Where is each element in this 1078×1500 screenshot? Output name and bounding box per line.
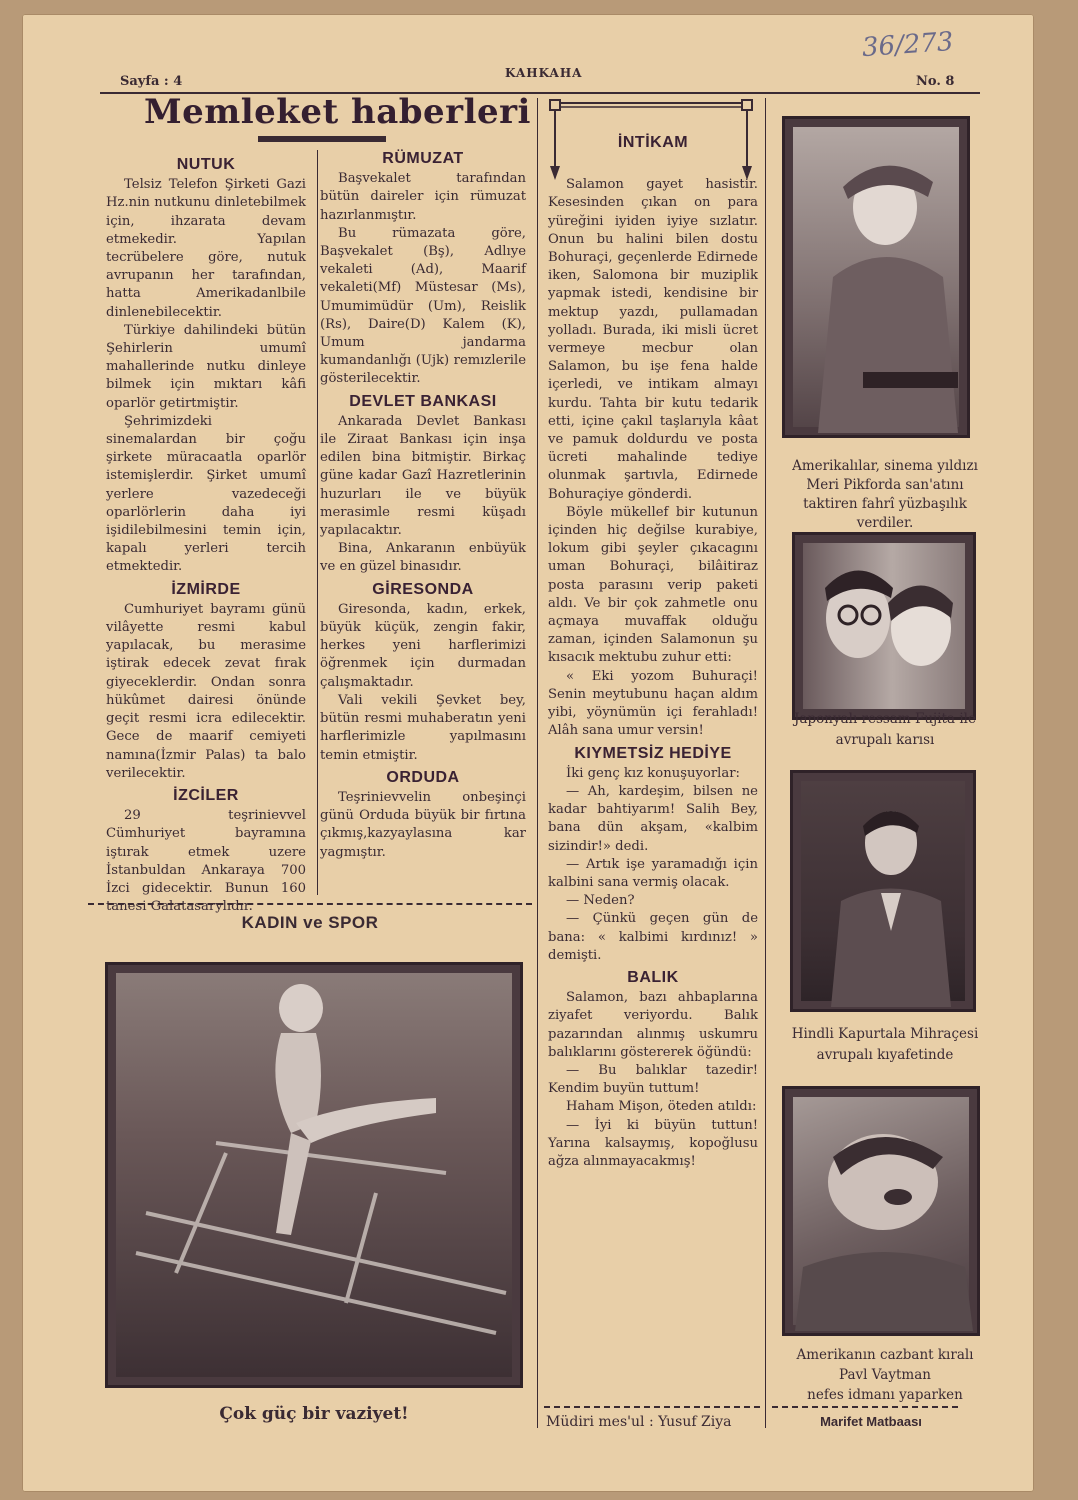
column-1 <box>106 152 306 916</box>
paragraph: — Ah, kardeşim, bilsen ne kadar bahtiyarım! Salih Bey, bana dün akşam, «kalbim sizindir!» dedi. <box>548 783 758 854</box>
column-3 <box>548 130 758 1171</box>
paragraph: Türkiye dahilindeki bütün Şehirlerin umumî mahallerinde nutku dinleye bilmek için mıktarı kâfi oparlör getirtmiştir. <box>106 322 306 411</box>
heading-izciler: İZCİLER <box>173 786 239 804</box>
paragraph: — İyi ki büyün tuttun! Yarına kalsaymış, kopoğlusu ağza alınmayacakmış! <box>548 1117 758 1169</box>
portrait-figure <box>801 781 971 1007</box>
paragraph: Salamon, bazı ahbaplarına ziyafet veriyordu. Balık pazarından alınmış uskumru balıklarını göstererek öğündü: <box>548 990 758 1060</box>
heading-rumuzat: RÜMUZAT <box>382 150 464 167</box>
paragraph: — Çünkü geçen gün de bana: « kalbimi kırdınız! » demişti. <box>548 911 758 963</box>
paragraph: Bu rümazata göre, Başvekalet (Bş), Adlıye vekaleti (Ad), Maarif vekaleti(Mf) Müstesar (Ms), Umumimüdür (Um), Reislik (Rs), Daire(D) Kalem (K), Umum jandarma kumandanlığı (Ujk) remızlerile gösterilecektir. <box>320 225 526 387</box>
caption-whiteman-3: nefes idmanı yaparken <box>807 1387 963 1403</box>
paragraph: « Eki yozom Buhuraçi! Senin meytubunu haçan aldım yibi, yöynümün içi ferahladı! Alâh sana umur versin! <box>548 668 758 739</box>
paragraph: Vali vekili Şevket bey, bütün resmi muhaberatın yeni harflerimizle yapılmasını temin etmiştir. <box>320 692 526 763</box>
heading-intikam: İNTİKAM <box>617 134 689 151</box>
portrait-figure <box>793 127 965 433</box>
gymnast-figure <box>116 973 518 1383</box>
page-title: Memleket haberleri <box>144 92 531 132</box>
sport-title: KADIN ve SPOR <box>241 913 379 932</box>
caption-whiteman-2: Pavl Vaytman <box>839 1367 931 1383</box>
paragraph: Giresonda, kadın, erkek, büyük küçük, zengin fakir, herkes yeni harflerimizi öğrenmek için durmadan çalışmaktadır. <box>320 601 526 690</box>
photo-pickford <box>782 116 970 438</box>
dashed-divider <box>772 1406 958 1408</box>
caption-whiteman-1: Amerikanın cazbant kıralı <box>796 1347 974 1363</box>
dashed-divider <box>544 1406 760 1408</box>
paragraph: Telsiz Telefon Şirketi Gazi Hz.nin nutkunu dinletebilmek için, ihzarata devam etmekedir. Yapılan tecrübelere göre, nutuk avrupanın her tarafından, hatta Amerikadanlbile dinlenebilecektir. <box>106 177 306 320</box>
handwritten-mark: 36/273 <box>861 26 955 64</box>
heading-nutuk: NUTUK <box>176 156 236 173</box>
photo-fujita <box>792 532 976 720</box>
paragraph: Haham Mişon, öteden atıldı: <box>566 1099 757 1115</box>
dashed-divider <box>88 903 532 905</box>
paragraph: İki genç kız konuşuyorlar: <box>566 765 740 781</box>
page-number: Sayfa : 4 <box>120 74 183 89</box>
paragraph: Şehrimizdeki sinemalardan bir çoğu şirkete müracaatla oparlör istemişlerdir. Şirket umumî yerlere vazedeceği oparlörlerin daha iyi işidilebilmesini temin için, kapalı yerleri tercih etmektedir. <box>106 413 306 575</box>
photo-maharani <box>790 770 976 1012</box>
col-separator <box>317 150 318 895</box>
heading-giresonda: GİRESONDA <box>372 580 474 598</box>
heading-devlet-bankasi: DEVLET BANKASI <box>349 392 497 410</box>
editor-credit: Müdiri mes'ul : Yusuf Ziya <box>546 1414 732 1430</box>
portrait-figure <box>803 543 971 715</box>
heading-balik: BALIK <box>627 968 679 986</box>
paragraph: — Neden? <box>566 893 635 909</box>
paragraph: Böyle mükellef bir kutunun içinden hiç değilse kurabiye, lokum gibi şeyler çıkacagını uman Bohuraçi, bilâitiraz posta parasını verip paketi aldı. Ve bir çok zahmetle onu açmaya muvaffak olduğu zaman, içinden Salamonun şu kısacık mektubu zuhur etti: <box>548 504 758 666</box>
paragraph: Teşrinievvelin onbeşinçi günü Orduda büyük bir fırtına çıkmış,kazyaylasına kar yagmıştır. <box>320 789 526 860</box>
paragraph: Salamon gayet hasistir. Kesesinden çıkan on para yüreğini iyiden iyiye sızlatır. Onun bu halini bilen dostu Bohuraçi, geçenlerde Edirnede iken, Salomona bir muziplik yapmak istedi, kendisine bir mektup yazdı, pullamadan yolladı. Burada, iki misli ücret vermeye mecbur olan Salamon, bu işe fena halde içerledi, ve intikam almayı kurdu. Tahta bir kutu tedarik etti, içine çakıl taşlarıyla kâat ve pamuk doldurdu ve posta ücreti mahalinde tediye olunmak şartıvla, Edirnede Bohuraçiye gönderdi. <box>548 177 758 502</box>
title-underline <box>258 136 386 142</box>
caption-maharani-1: Hindli Kapurtala Mihraçesi <box>791 1026 979 1042</box>
caption-fujita-2: avrupalı karısı <box>835 732 935 748</box>
press-credit: Marifet Matbaası <box>820 1414 922 1429</box>
heading-orduda: ORDUDA <box>386 768 460 786</box>
photo-whiteman <box>782 1086 980 1336</box>
caption-maharani-2: avrupalı kıyafetinde <box>816 1047 954 1063</box>
col-separator <box>537 98 538 1428</box>
caption-fujita-1: Japonyalı ressam Fujita ile <box>794 711 976 727</box>
col-separator <box>765 98 766 1428</box>
paragraph: — Artık işe yaramadığı için kalbini sana vermiş olacak. <box>548 856 758 890</box>
portrait-figure <box>793 1097 975 1331</box>
caption-pickford: Amerikalılar, sinema yıldızı Meri Pikforda san'atını taktiren fahrî yüzbaşılık verdiler. <box>792 458 978 531</box>
heading-izmirde: İZMİRDE <box>171 580 241 598</box>
paragraph: Bina, Ankaranın enbüyük ve en güzel binasıdır. <box>320 541 526 575</box>
column-2 <box>320 146 526 862</box>
sport-caption: Çok güç bir vaziyet! <box>219 1404 409 1424</box>
sport-photo <box>105 962 523 1388</box>
paragraph: — Bu balıklar tazedir! Kendim buyün tuttum! <box>548 1062 758 1097</box>
issue-number: No. 8 <box>916 74 955 89</box>
paragraph: Başvekalet tarafından bütün daireler için rümuzat hazırlanmıştır. <box>320 171 526 223</box>
paragraph: Cumhuriyet bayramı günü vilâyette resmi kabul yapılacak, bu merasime iştirak edecek zevat fırak giyeceklerdir. Ondan sonra hükûmet dairesi önünde geçit resmi icra edilecektir. Gece de maarif cemiyeti namına(İzmir Palas) ta balo verilecektir. <box>106 601 306 781</box>
paragraph: 29 teşrinievvel Cümhuriyet bayramına iştırak etmek uzere İstanbuldan Ankaraya 700 İzci gidecektir. Bunun 160 tanesi Galatasarylıdır. <box>106 808 306 915</box>
heading-kiymetsiz-hediye: KIYMETSİZ HEDİYE <box>574 744 732 762</box>
paper-name: KAHKAHA <box>505 66 583 80</box>
paragraph: Ankarada Devlet Bankası ile Ziraat Bankası için inşa edilen bina bitmiştir. Birkaç güne kadar Gazî Hazretlerinin huzurları ile ve büyük merasimle resmi küşadı yapılacaktır. <box>320 413 526 539</box>
